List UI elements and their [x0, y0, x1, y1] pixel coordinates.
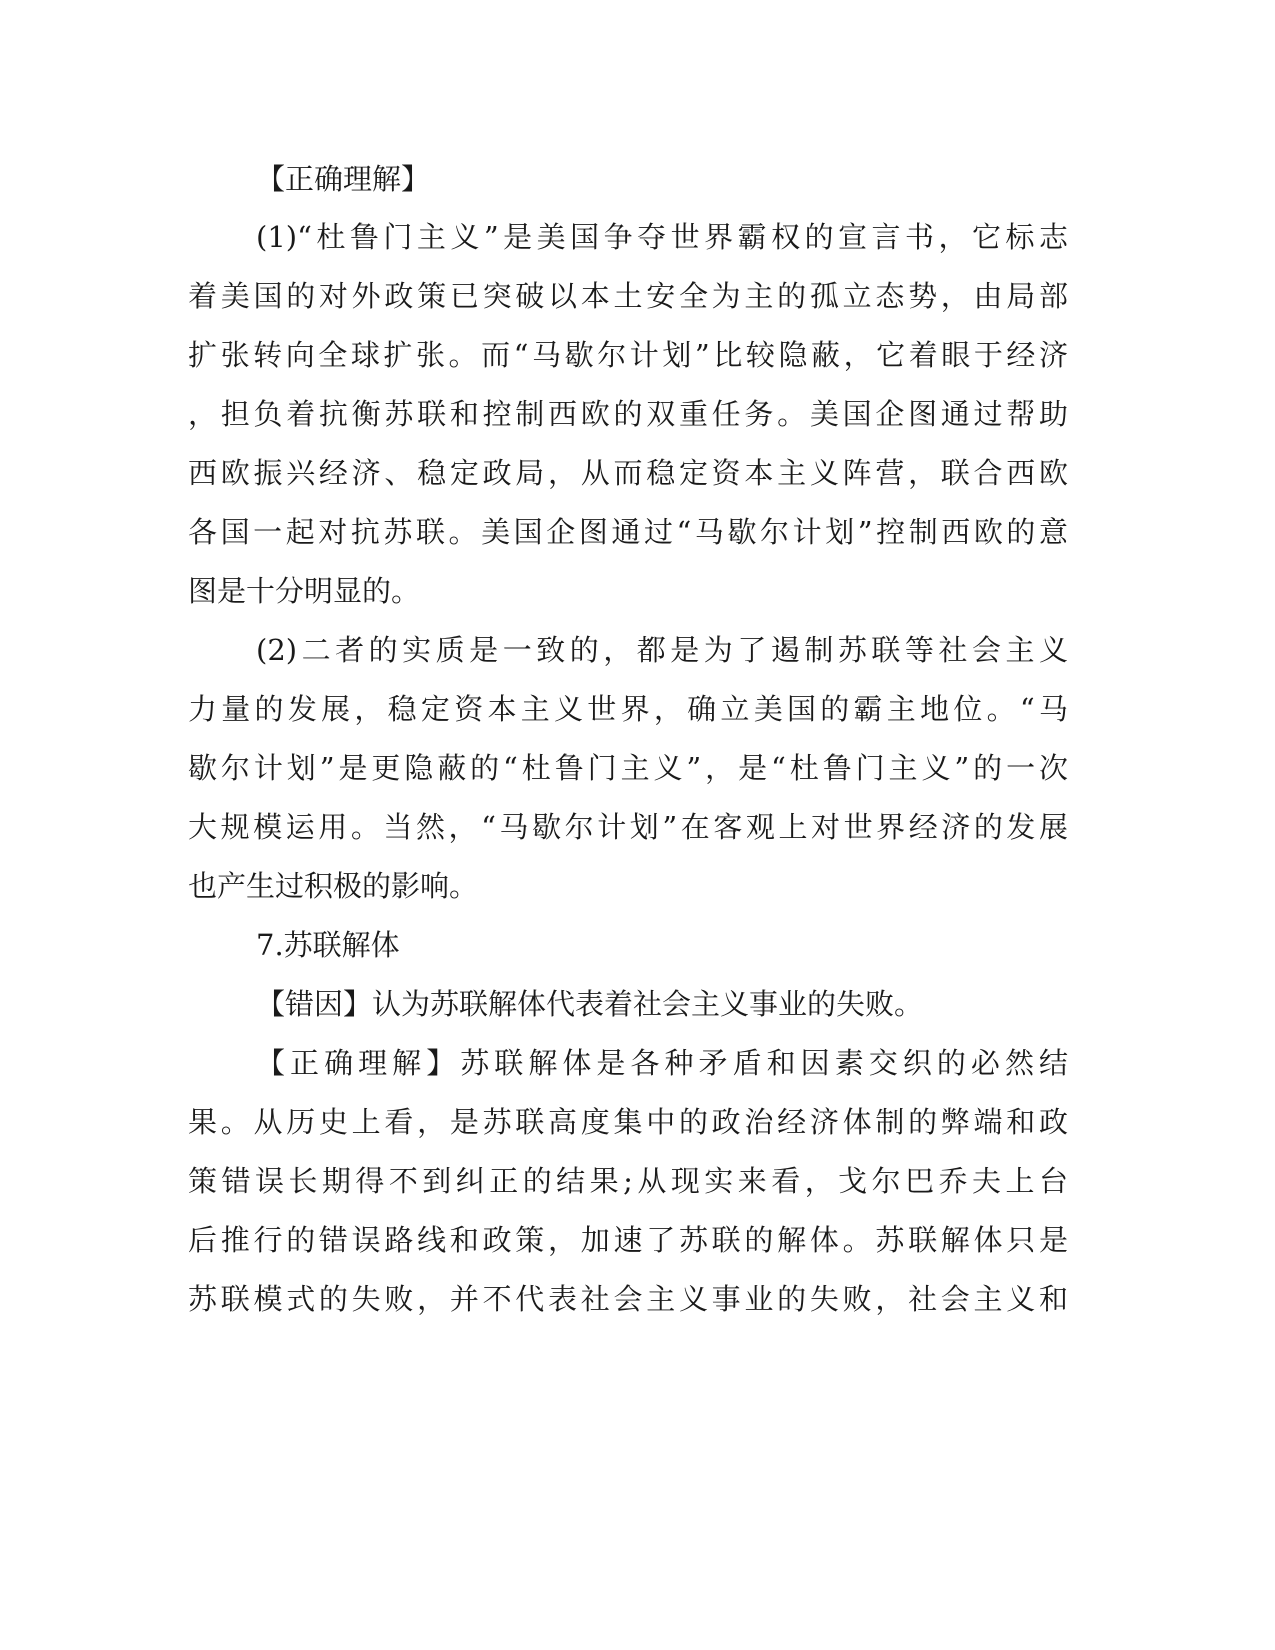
paragraph-3-line-1: 【正确理解】苏联解体是各种矛盾和因素交织的必然结: [256, 1046, 1068, 1080]
paragraph-2-line-3: 歇尔计划”是更隐蔽的“杜鲁门主义”，是“杜鲁门主义”的一次: [188, 751, 1068, 785]
paragraph-1-line-5: 西欧振兴经济、稳定政局，从而稳定资本主义阵营，联合西欧: [188, 456, 1068, 490]
paragraph-1-line-3: 扩张转向全球扩张。而“马歇尔计划”比较隐蔽，它着眼于经济: [188, 338, 1068, 372]
heading-correct-understanding: 【正确理解】: [256, 162, 431, 196]
paragraph-2-line-1: (2)二者的实质是一致的，都是为了遏制苏联等社会主义: [256, 633, 1068, 667]
paragraph-2-line-2: 力量的发展，稳定资本主义世界，确立美国的霸主地位。“马: [188, 692, 1068, 726]
paragraph-1-line-7: 图是十分明显的。: [188, 574, 421, 608]
paragraph-2-line-5: 也产生过积极的影响。: [188, 869, 479, 903]
paragraph-3-line-5: 苏联模式的失败，并不代表社会主义事业的失败，社会主义和: [188, 1282, 1068, 1316]
section-heading-7: 7.苏联解体: [256, 928, 400, 962]
paragraph-1-line-4: ，担负着抗衡苏联和控制西欧的双重任务。美国企图通过帮助: [188, 397, 1068, 431]
paragraph-2-line-4: 大规模运用。当然，“马歇尔计划”在客观上对世界经济的发展: [188, 810, 1068, 844]
paragraph-1-line-6: 各国一起对抗苏联。美国企图通过“马歇尔计划”控制西欧的意: [188, 515, 1068, 549]
paragraph-1-line-1: (1)“杜鲁门主义”是美国争夺世界霸权的宣言书，它标志: [256, 220, 1068, 254]
paragraph-3-line-4: 后推行的错误路线和政策，加速了苏联的解体。苏联解体只是: [188, 1223, 1068, 1257]
paragraph-1-line-2: 着美国的对外政策已突破以本土安全为主的孤立态势，由局部: [188, 279, 1068, 313]
paragraph-3-line-3: 策错误长期得不到纠正的结果;从现实来看，戈尔巴乔夫上台: [188, 1164, 1068, 1198]
paragraph-3-line-2: 果。从历史上看，是苏联高度集中的政治经济体制的弊端和政: [188, 1105, 1068, 1139]
error-cause-line: 【错因】认为苏联解体代表着社会主义事业的失败。: [256, 987, 924, 1021]
